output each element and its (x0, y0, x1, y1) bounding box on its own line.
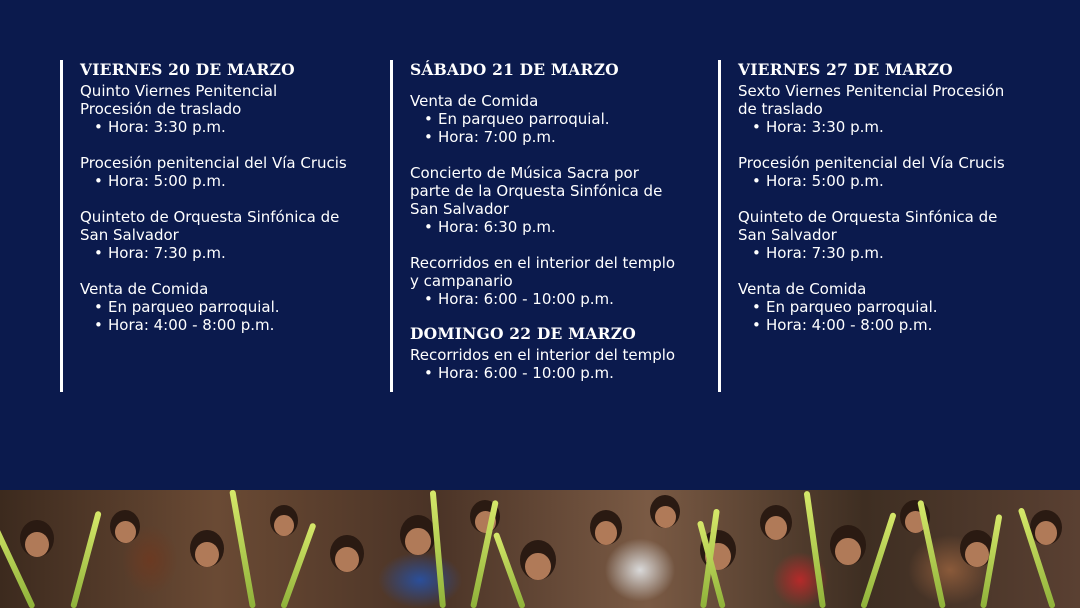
event-details-list (410, 110, 710, 146)
palm-frond (804, 491, 826, 608)
event-detail: • Hora: 3:30 p.m. (766, 118, 1058, 136)
event-item (80, 154, 380, 190)
event-item (80, 208, 380, 262)
crowd-face (965, 542, 989, 568)
event-details-list (738, 298, 1058, 334)
event-detail: • Hora: 4:00 - 8:00 p.m. (108, 316, 380, 334)
crowd-face (195, 542, 219, 568)
crowd-face (335, 547, 359, 573)
event-detail: • En parqueo parroquial. (108, 298, 380, 316)
event-item (738, 280, 1058, 334)
palm-frond (860, 512, 897, 608)
event-detail: • Hora: 5:00 p.m. (108, 172, 380, 190)
event-details-list (410, 290, 710, 308)
crowd-face (405, 528, 430, 555)
event-item (410, 254, 710, 308)
event-detail: • Hora: 6:30 p.m. (438, 218, 710, 236)
palm-frond (430, 490, 446, 608)
event-details-list (80, 298, 380, 334)
event-title: Concierto de Música Sacra por (410, 164, 639, 182)
event-detail: • Hora: 7:00 p.m. (438, 128, 710, 146)
crowd-face (274, 515, 294, 536)
event-item (80, 280, 380, 334)
palm-frond (917, 500, 946, 608)
event-detail: • Hora: 3:30 p.m. (108, 118, 380, 136)
day-heading: SÁBADO 21 DE MARZO (410, 60, 619, 79)
day-heading: VIERNES 20 DE MARZO (80, 60, 295, 79)
day-heading: DOMINGO 22 DE MARZO (410, 324, 636, 343)
crowd-face (525, 553, 550, 580)
event-details-list (80, 244, 380, 262)
event-item (738, 208, 1058, 262)
crowd-face (115, 521, 136, 544)
event-item (738, 154, 1058, 190)
event-detail: • Hora: 7:30 p.m. (766, 244, 1058, 262)
event-title: Sexto Viernes Penitencial Procesión (738, 82, 1005, 100)
event-title: San Salvador (738, 226, 837, 244)
event-title: Quinteto de Orquesta Sinfónica de (738, 208, 998, 226)
event-title: Recorridos en el interior del templo (410, 346, 676, 364)
event-detail: • Hora: 7:30 p.m. (108, 244, 380, 262)
event-detail: • Hora: 5:00 p.m. (766, 172, 1058, 190)
event-details-list (80, 118, 380, 136)
event-title: Quinto Viernes Penitencial (80, 82, 278, 100)
event-detail: • Hora: 6:00 - 10:00 p.m. (438, 364, 710, 382)
event-detail: • En parqueo parroquial. (438, 110, 710, 128)
palm-frond (70, 511, 102, 608)
event-item (80, 82, 380, 136)
event-title: Procesión penitencial del Vía Crucis (738, 154, 1005, 172)
schedule-column-3 (718, 60, 1058, 392)
event-title: Quinteto de Orquesta Sinfónica de (80, 208, 340, 226)
event-title: Venta de Comida (80, 280, 209, 298)
event-title: San Salvador (80, 226, 179, 244)
crowd-face (25, 532, 49, 558)
event-title: de traslado (738, 100, 823, 118)
schedule-column-2 (390, 60, 710, 392)
event-title: Recorridos en el interior del templo (410, 254, 676, 272)
palm-frond (229, 490, 256, 608)
event-title: Venta de Comida (410, 92, 539, 110)
event-title: Procesión penitencial del Vía Crucis (80, 154, 347, 172)
crowd-face (835, 538, 860, 565)
event-details-list (738, 118, 1058, 136)
event-details-list (738, 244, 1058, 262)
event-item (738, 82, 1058, 136)
event-title: parte de la Orquesta Sinfónica de (410, 182, 663, 200)
event-title: Procesión de traslado (80, 100, 242, 118)
event-title: Venta de Comida (738, 280, 867, 298)
event-item (410, 346, 710, 382)
event-title: y campanario (410, 272, 513, 290)
palm-frond (493, 532, 526, 608)
event-detail: • Hora: 4:00 - 8:00 p.m. (766, 316, 1058, 334)
event-details-list (80, 172, 380, 190)
event-details-list (410, 364, 710, 382)
event-detail: • Hora: 6:00 - 10:00 p.m. (438, 290, 710, 308)
schedule-column-1 (60, 60, 380, 392)
crowd-face (655, 506, 676, 529)
event-title: San Salvador (410, 200, 509, 218)
procession-photo (0, 490, 1080, 608)
day-heading: VIERNES 27 DE MARZO (738, 60, 953, 79)
event-details-list (738, 172, 1058, 190)
event-item (410, 92, 710, 146)
event-details-list (410, 218, 710, 236)
event-detail: • En parqueo parroquial. (766, 298, 1058, 316)
event-item (410, 164, 710, 236)
